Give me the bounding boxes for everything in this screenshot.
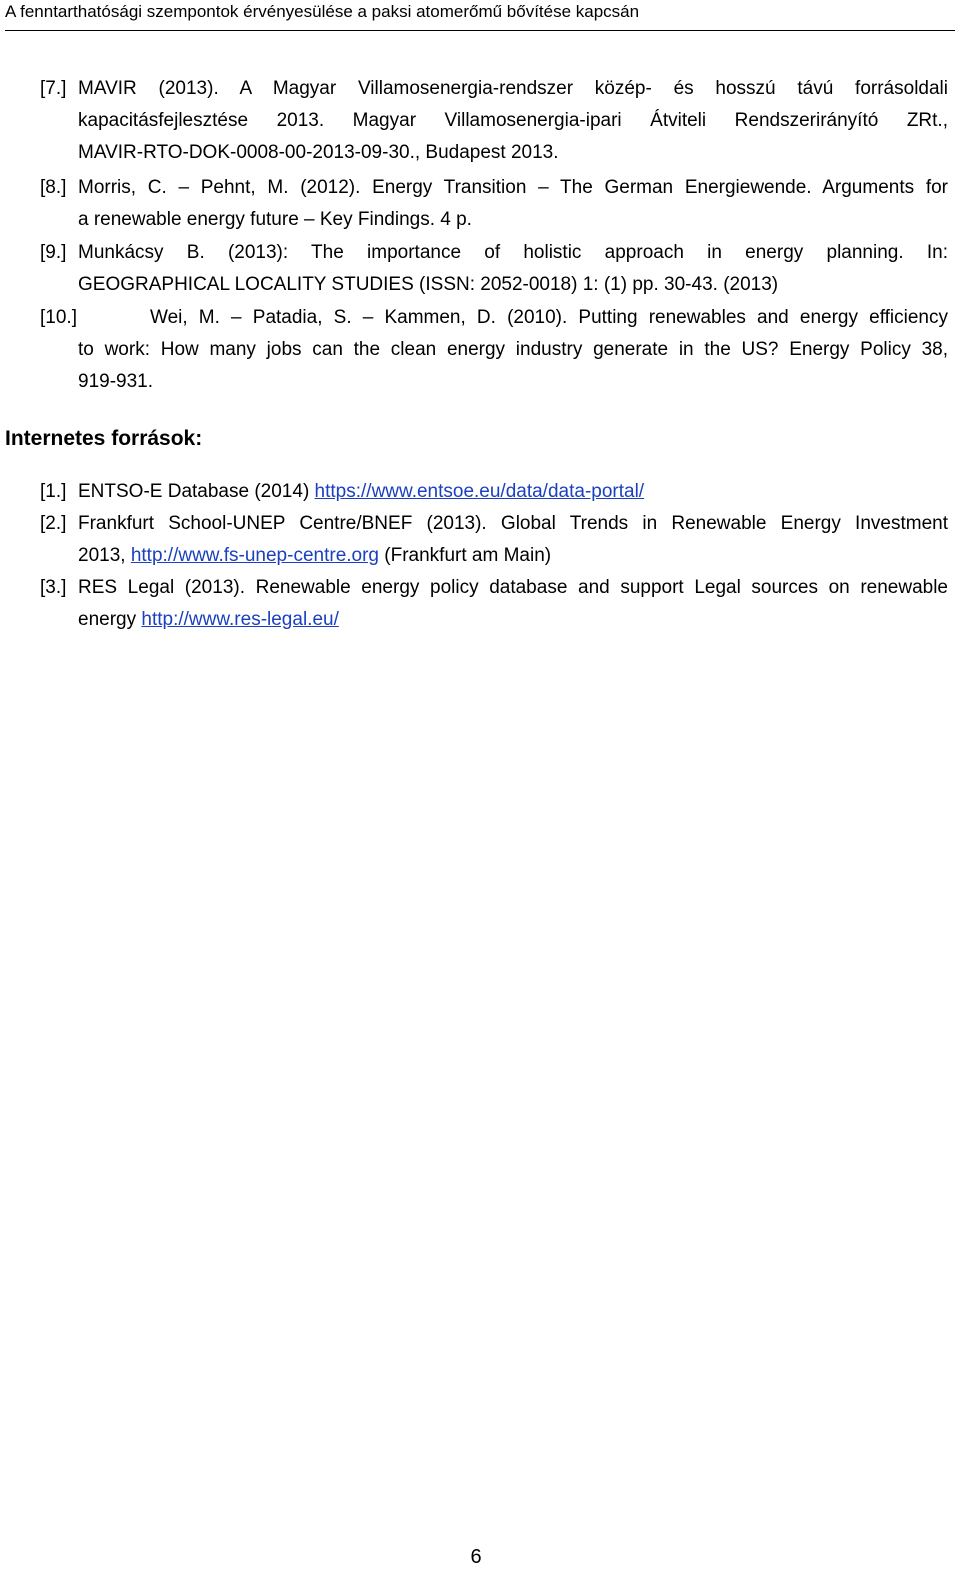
- fs-unep-centre-link[interactable]: http://www.fs-unep-centre.org: [130, 545, 379, 566]
- reference-line: [40, 508, 948, 540]
- reference-number: [2.]: [40, 513, 67, 534]
- reference-line: 919-931.: [78, 371, 154, 392]
- reference-line: [40, 237, 948, 269]
- reference-number: [7.]: [40, 78, 67, 99]
- internet-source-item-1: [40, 476, 948, 508]
- reference-line: [40, 302, 948, 334]
- reference-text: Frankfurt School-UNEP Centre/BNEF (2013). Global Trends in Renewable Energy Investment: [78, 513, 948, 534]
- reference-text: ENTSO-E Database (2014): [78, 481, 315, 502]
- res-legal-link[interactable]: http://www.res-legal.eu/: [141, 609, 339, 630]
- entsoe-link[interactable]: https://www.entsoe.eu/data/data-portal/: [314, 481, 645, 502]
- reference-item-8: [40, 172, 948, 236]
- running-header: A fenntarthatósági szempontok érvényesülése a paksi atomerőmű bővítése kapcsán: [5, 0, 955, 31]
- reference-line: [40, 73, 948, 105]
- reference-item-7: [40, 73, 948, 169]
- reference-item-9: [40, 237, 948, 301]
- reference-number: [3.]: [40, 577, 67, 598]
- reference-line: [40, 172, 948, 204]
- reference-line: GEOGRAPHICAL LOCALITY STUDIES (ISSN: 2052-0018) 1: (1) pp. 30-43. (2013): [78, 274, 779, 295]
- reference-text: energy: [78, 609, 142, 630]
- reference-line: kapacitásfejlesztése 2013. Magyar Villamosenergia-ipari Átviteli Rendszerirányító ZRt.,: [78, 110, 948, 131]
- reference-text: Munkácsy B. (2013): The importance of holistic approach in energy planning. In:: [78, 242, 948, 263]
- reference-text: MAVIR (2013). A Magyar Villamosenergia-rendszer közép- és hosszú távú forrásoldali: [78, 78, 948, 99]
- reference-line: MAVIR-RTO-DOK-0008-00-2013-09-30., Budapest 2013.: [78, 142, 559, 163]
- reference-number: [1.]: [40, 481, 67, 502]
- internet-source-item-2: [40, 508, 948, 572]
- reference-text: (Frankfurt am Main): [379, 545, 552, 566]
- reference-number: [9.]: [40, 242, 67, 263]
- reference-text: 2013,: [78, 545, 131, 566]
- section-title: Internetes források:: [5, 427, 203, 450]
- reference-number: [10.]: [40, 307, 77, 328]
- reference-line: [40, 476, 948, 508]
- reference-text: RES Legal (2013). Renewable energy policy database and support Legal sources on renewable: [78, 577, 948, 598]
- reference-item-10: [40, 302, 948, 398]
- reference-line: [40, 604, 948, 636]
- reference-line: [40, 540, 948, 572]
- reference-text: Morris, C. ‒ Pehnt, M. (2012). Energy Transition ‒ The German Energiewende. Arguments for: [78, 177, 948, 198]
- reference-line: [40, 572, 948, 604]
- reference-line: a renewable energy future ‒ Key Findings. 4 p.: [78, 209, 472, 230]
- reference-text: Wei, M. ‒ Patadia, S. ‒ Kammen, D. (2010). Putting renewables and energy efficiency: [150, 307, 948, 328]
- reference-number: [8.]: [40, 177, 67, 198]
- internet-source-item-3: [40, 572, 948, 636]
- page-number: 6: [470, 1546, 482, 1568]
- reference-line: to work: How many jobs can the clean energy industry generate in the US? Energy Policy 38,: [78, 339, 948, 360]
